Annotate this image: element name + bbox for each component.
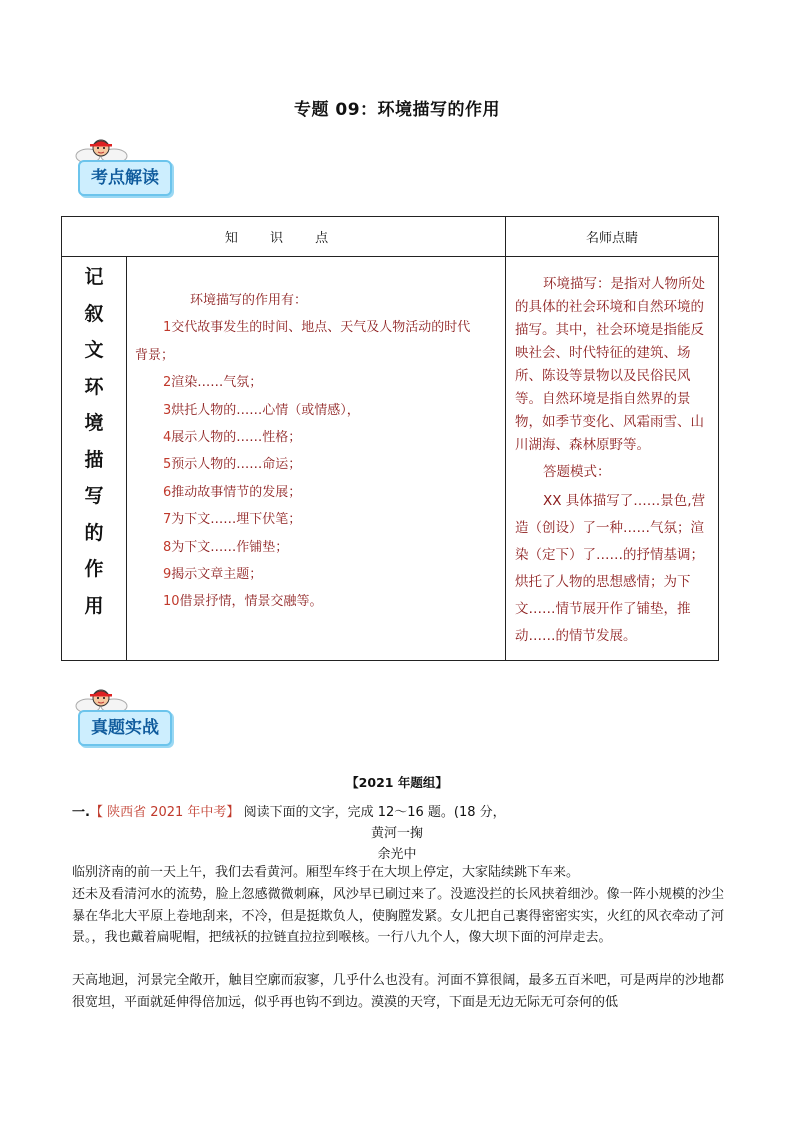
question-number: 一.	[72, 805, 90, 820]
list-item-text: 揭示文章主题；	[171, 567, 263, 583]
vertical-char: 写	[84, 485, 104, 507]
vertical-char: 作	[84, 558, 104, 580]
passage-paragraph: 还未及看清河水的流势，脸上忽感微微刺麻，风沙早已刷过来了。没遮没拦的长风挟着细沙。像一阵小规模的沙尘暴在华北大平原上卷地刮来，不冷，但是挺欺负人，使胸膛发紧。女儿把自己裹得密密实实，火红的风衣牵动了河景。，我也戴着扁呢帽，把绒袄的拉链直拉拉到喉核。一行八九个人，像大坝下面的河岸走去。	[72, 887, 724, 946]
list-item	[135, 451, 497, 478]
page-title: 专题 09：环境描写的作用	[293, 100, 501, 120]
vertical-char: 境	[84, 412, 104, 434]
list-item	[135, 314, 497, 341]
year-group-heading: 【2021 年题组】	[346, 775, 448, 790]
list-item-number: 9	[163, 567, 172, 583]
list-item	[135, 588, 497, 615]
passage-paragraph: 天高地迥，河景完全敞开，触目空廓而寂寥，几乎什么也没有。河面不算很阔，最多五百米吧，可是两岸的沙地都很宽坦，平面就延伸得倍加远，似乎再也钩不到边。漠漠的天穹，下面是无边无际无可奈何的低	[72, 973, 724, 1010]
list-item	[135, 534, 497, 561]
list-item	[135, 506, 497, 533]
notes-template: XX 具体描写了……景色,营造（创设）了一种……气氛；渲染（定下）了……的抒情基调；烘托了人物的思想感情；为下文……情节展开作了铺垫，推动……的情节发展。	[515, 493, 706, 644]
list-item-text: 渲染……气氛；	[171, 375, 263, 391]
badge-label: 考点解读	[78, 160, 172, 196]
badge-label: 真题实战	[78, 710, 172, 746]
list-intro: 环境描写的作用有：	[190, 293, 308, 308]
list-item-number: 3	[163, 402, 172, 418]
vertical-char: 描	[84, 448, 104, 471]
list-item-text: 交代故事发生的时间、地点、天气及人物活动的时代	[171, 320, 471, 336]
teacher-notes	[506, 257, 719, 661]
list-item-number: 5	[163, 457, 172, 473]
question-prompt: 阅读下面的文字，完成 12～16 题。(18 分，	[243, 805, 506, 820]
knowledge-list	[127, 257, 506, 661]
list-item-text: 预示人物的……命运；	[171, 457, 302, 473]
vertical-char: 记	[84, 266, 104, 288]
passage-title: 黄河一掬	[370, 826, 423, 841]
list-item-text: 借景抒情，情景交融等。	[179, 594, 323, 610]
notes-answer-mode: 答题模式：	[543, 464, 611, 480]
passage-paragraph: 临别济南的前一天上午，我们去看黄河。厢型车终于在大坝上停定，大家陆续跳下车来。	[72, 865, 580, 880]
list-item-text: 为下文……作铺垫；	[171, 539, 289, 555]
list-item-number: 8	[163, 539, 172, 555]
list-item-continuation: 背景；	[135, 347, 175, 363]
vertical-char: 用	[84, 594, 104, 617]
list-item-number: 4	[163, 430, 172, 446]
list-item	[135, 397, 497, 424]
list-item-text: 烘托人物的……心情（或情感），	[171, 402, 360, 418]
list-item-number: 10	[163, 594, 180, 610]
header-teacher-notes: 名师点睛	[506, 217, 719, 257]
list-item	[135, 424, 497, 451]
vertical-title	[62, 257, 127, 661]
vertical-char: 环	[84, 375, 104, 398]
list-item-number: 7	[163, 512, 172, 528]
question-line	[72, 801, 506, 820]
list-item	[135, 479, 497, 506]
vertical-char: 叙	[84, 302, 104, 325]
list-item-text: 展示人物的……性格；	[171, 430, 302, 446]
vertical-char: 文	[84, 339, 104, 361]
list-item	[135, 561, 497, 588]
list-item-number: 2	[163, 375, 172, 391]
section-badge-kaodian	[70, 136, 176, 198]
list-item-number: 1	[163, 320, 172, 336]
question-source: 【 陕西省 2021 年中考】	[89, 805, 240, 820]
list-item-text: 推动故事情节的发展；	[171, 484, 302, 500]
passage-author: 余光中	[377, 847, 417, 862]
section-badge-zhenti	[70, 686, 176, 748]
list-item	[135, 369, 497, 396]
knowledge-table	[61, 216, 719, 661]
list-item-text: 为下文……埋下伏笔；	[171, 512, 302, 528]
vertical-char: 的	[84, 521, 104, 544]
header-knowledge: 知 识 点	[62, 217, 506, 257]
notes-definition: 环境描写：是指对人物所处的具体的社会环境和自然环境的描写。其中，社会环境是指能反映社会、时代特征的建筑、场所、陈设等景物以及民俗民风等。自然环境是指自然界的景物，如季节变化、风霜雨雪、山川湖海、森林原野等。	[515, 276, 705, 453]
list-item-number: 6	[163, 484, 172, 500]
